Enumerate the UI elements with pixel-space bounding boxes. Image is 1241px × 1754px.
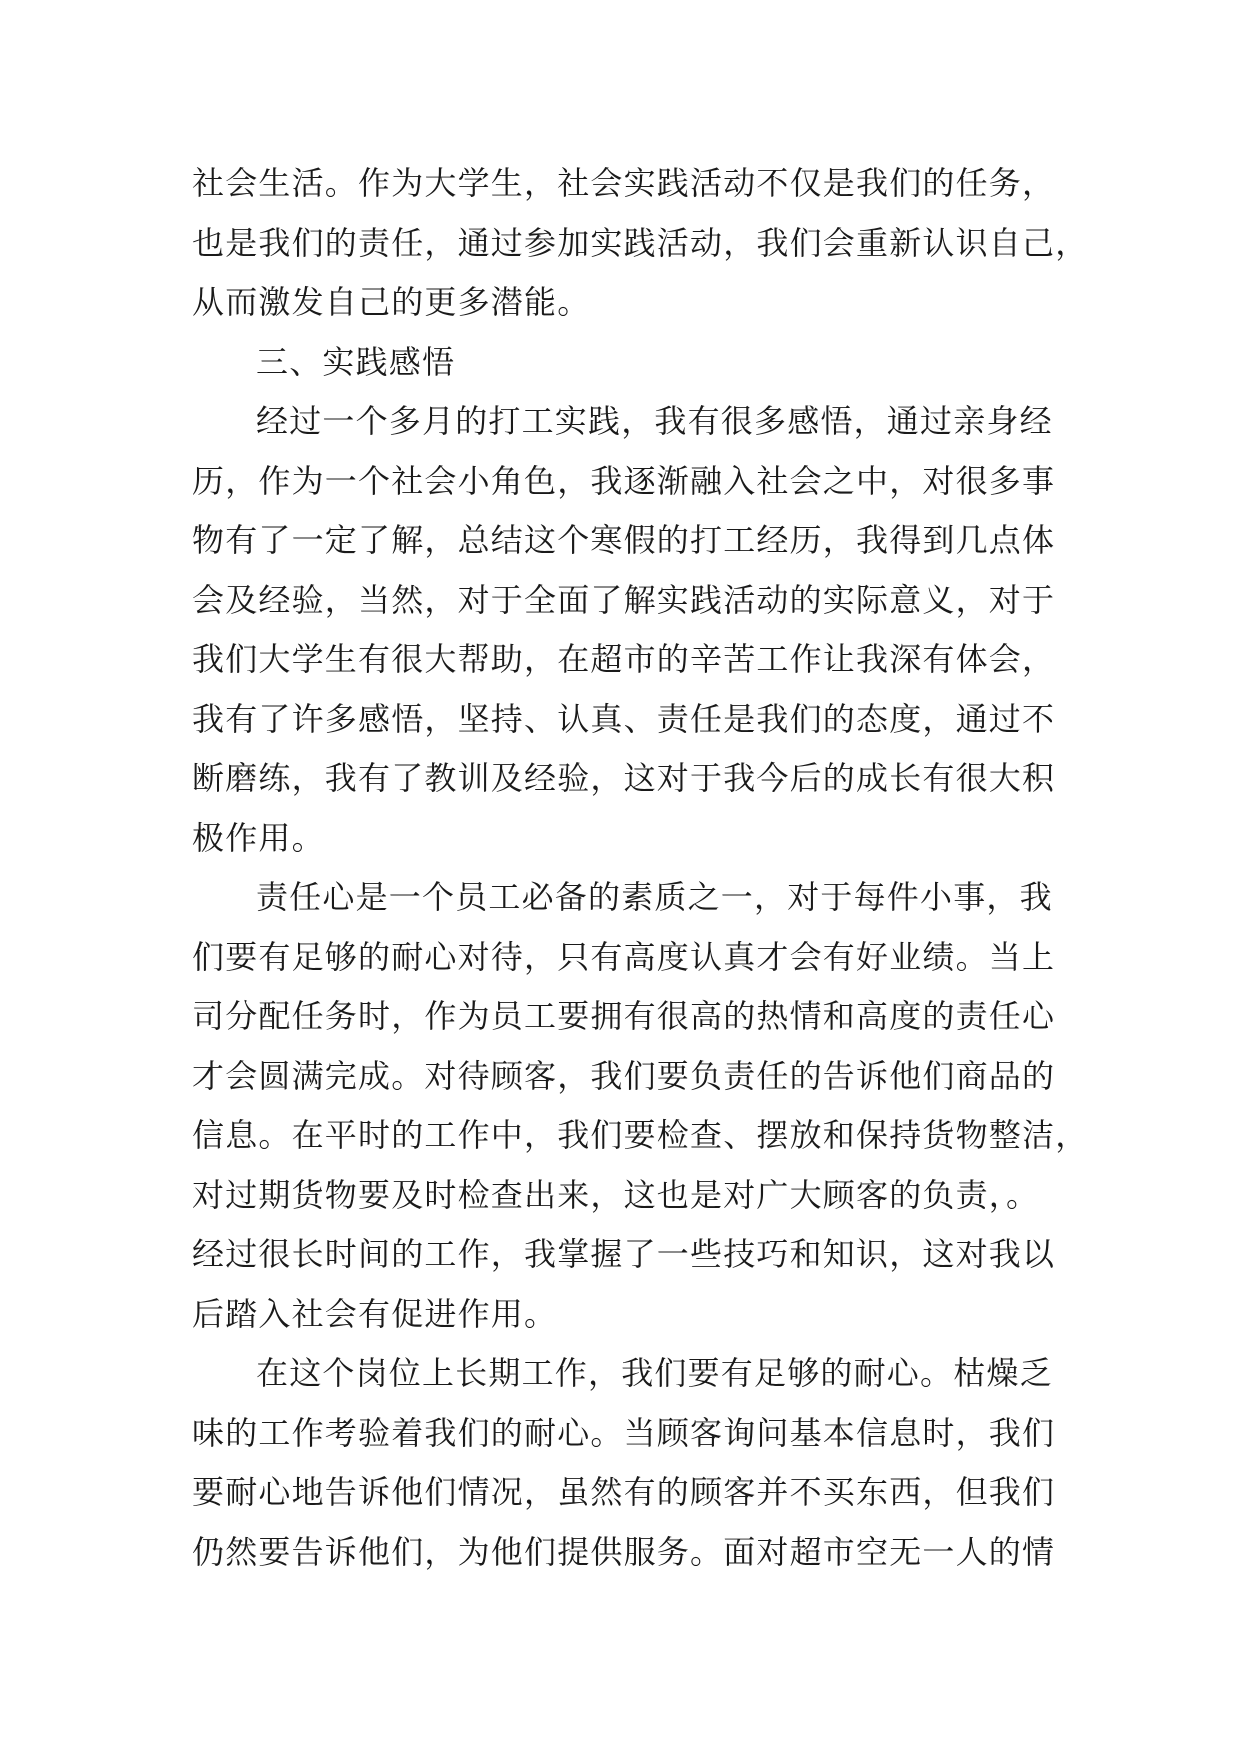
text-line: 后踏入社会有促进作用。: [192, 1294, 558, 1333]
text-line: 仍然要告诉他们，为他们提供服务。面对超市空无一人的情: [192, 1532, 1056, 1571]
text-line: 极作用。: [192, 818, 325, 857]
text-line: 要耐心地告诉他们情况，虽然有的顾客并不买东西，但我们: [192, 1473, 1056, 1511]
text-line: 信息。在平时的工作中，我们要检查、摆放和保持货物整洁，: [192, 1116, 1089, 1154]
text-line: 我有了许多感悟，坚持、认真、责任是我们的态度，通过不: [192, 699, 1056, 738]
text-line: 司分配任务时，作为员工要拥有很高的热情和高度的责任心: [192, 997, 1056, 1035]
text-line: 历，作为一个社会小角色，我逐渐融入社会之中，对很多事: [192, 461, 1056, 500]
text-line: 社会生活。作为大学生，社会实践活动不仅是我们的任务，: [192, 164, 1056, 202]
text-line: 经过一个多月的打工实践，我有很多感悟，通过亲身经: [256, 402, 1053, 440]
text-line: 我们大学生有很大帮助，在超市的辛苦工作让我深有体会，: [192, 640, 1056, 678]
text-line: 味的工作考验着我们的耐心。当顾客询问基本信息时，我们: [192, 1413, 1056, 1452]
text-line: 断磨练，我有了教训及经验，这对于我今后的成长有很大积: [192, 759, 1056, 797]
text-line: 在这个岗位上长期工作，我们要有足够的耐心。枯燥乏: [256, 1354, 1053, 1392]
text-line: 从而激发自己的更多潜能。: [192, 283, 591, 321]
text-line: 也是我们的责任，通过参加实践活动，我们会重新认识自己，: [192, 223, 1089, 262]
text-line: 责任心是一个员工必备的素质之一，对于每件小事，我: [256, 878, 1053, 916]
text-line: 对过期货物要及时检查出来，这也是对广大顾客的负责，。: [192, 1175, 1040, 1214]
document-body: [192, 154, 1089, 1582]
text-line: 才会圆满完成。对待顾客，我们要负责任的告诉他们商品的: [192, 1056, 1056, 1095]
text-line: 物有了一定了解，总结这个寒假的打工经历，我得到几点体: [192, 521, 1056, 559]
text-line: 会及经验，当然，对于全面了解实践活动的实际意义，对于: [192, 580, 1056, 619]
section-heading: 三、实践感悟: [256, 342, 456, 381]
text-line: 经过很长时间的工作，我掌握了一些技巧和知识，这对我以: [192, 1235, 1056, 1273]
text-line: 们要有足够的耐心对待，只有高度认真才会有好业绩。当上: [192, 937, 1056, 976]
